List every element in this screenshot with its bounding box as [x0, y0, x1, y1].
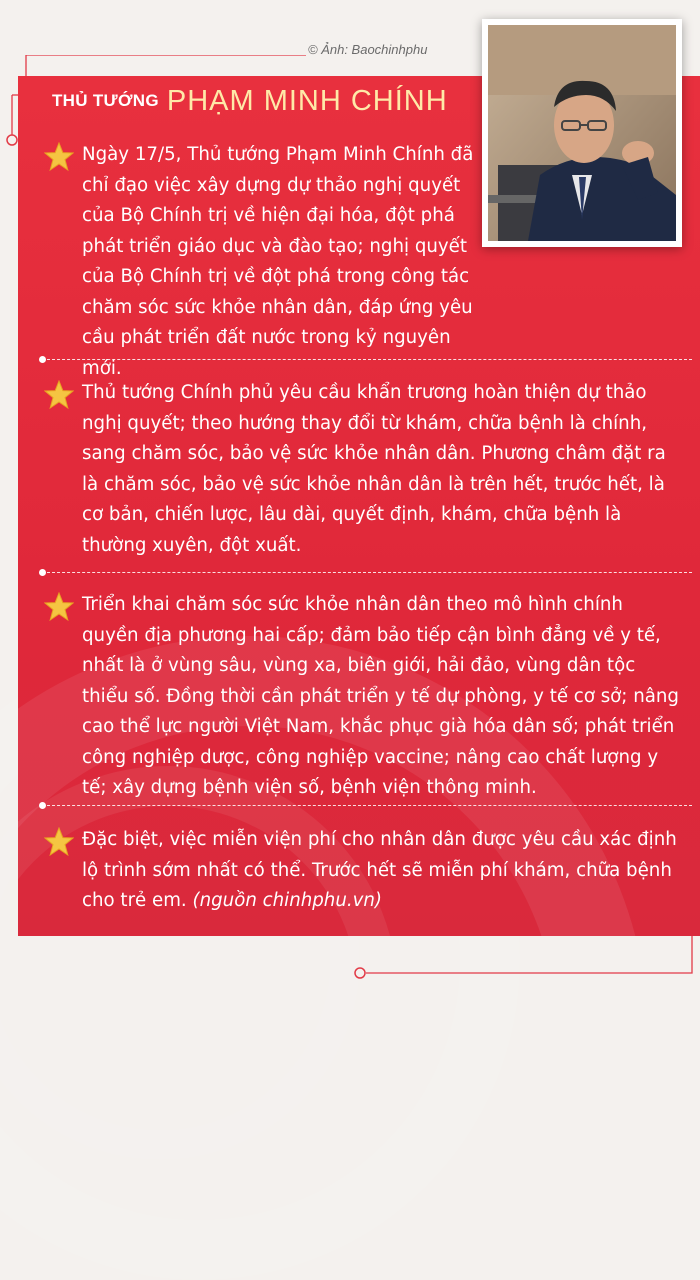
star-icon: [44, 380, 74, 410]
section-4-body: Đặc biệt, việc miễn viện phí cho nhân dân được yêu cầu xác định lộ trình sớm nhất có thể. Trước hết sẽ miễn phí khám, chữa bệnh cho trẻ em.: [82, 829, 677, 911]
portrait-image: [488, 25, 676, 241]
portrait-photo: [482, 19, 682, 247]
source-note: (nguồn chinhphu.vn): [192, 890, 383, 911]
title-bar: [18, 76, 478, 126]
section-1-text: Ngày 17/5, Thủ tướng Phạm Minh Chính đã chỉ đạo việc xây dựng dự thảo nghị quyết của Bộ Chính trị về hiện đại hóa, đột phá phát triển giáo dục và đào tạo; nghị quyết của Bộ Chính trị về đột phá trong công tác chăm sóc sức khỏe nhân dân, đáp ứng yêu cầu phát triển đất nước trong kỷ nguyên mới.: [82, 144, 474, 379]
star-icon: [44, 142, 74, 172]
star-icon: [44, 827, 74, 857]
title-name: PHẠM MINH CHÍNH: [166, 84, 448, 117]
section-2-text: Thủ tướng Chính phủ yêu cầu khẩn trương hoàn thiện dự thảo nghị quyết; theo hướng thay đổi từ khám, chữa bệnh là chính, sang chăm sóc, bảo vệ sức khỏe nhân dân. Phương châm đặt ra là chăm sóc, bảo vệ sức khỏe nhân dân là trên hết, trước hết, là cơ bản, chiến lược, lâu dài, quyết định, khám, chữa bệnh là thường xuyên, đột xuất.: [82, 382, 666, 556]
title-prefix: THỦ TƯỚNG: [52, 91, 159, 110]
section-4-text: [82, 825, 684, 917]
divider-1: [42, 359, 692, 360]
divider-3: [42, 805, 692, 806]
star-icon: [44, 592, 74, 622]
section-3-text: Triển khai chăm sóc sức khỏe nhân dân theo mô hình chính quyền địa phương hai cấp; đảm bảo tiếp cận bình đẳng về y tế, nhất là ở vùng sâu, vùng xa, biên giới, hải đảo, vùng dân tộc thiểu số. Đồng thời cần phát triển y tế dự phòng, y tế cơ sở; nâng cao thể lực người Việt Nam, khắc phục già hóa dân số; phát triển công nghiệp dược, công nghiệp vaccine; nâng cao chất lượng y tế; xây dựng bệnh viện số, bệnh viện thông minh.: [82, 594, 679, 798]
divider-2: [42, 572, 692, 573]
photo-credit: © Ảnh: Baochinhphu: [308, 42, 428, 57]
